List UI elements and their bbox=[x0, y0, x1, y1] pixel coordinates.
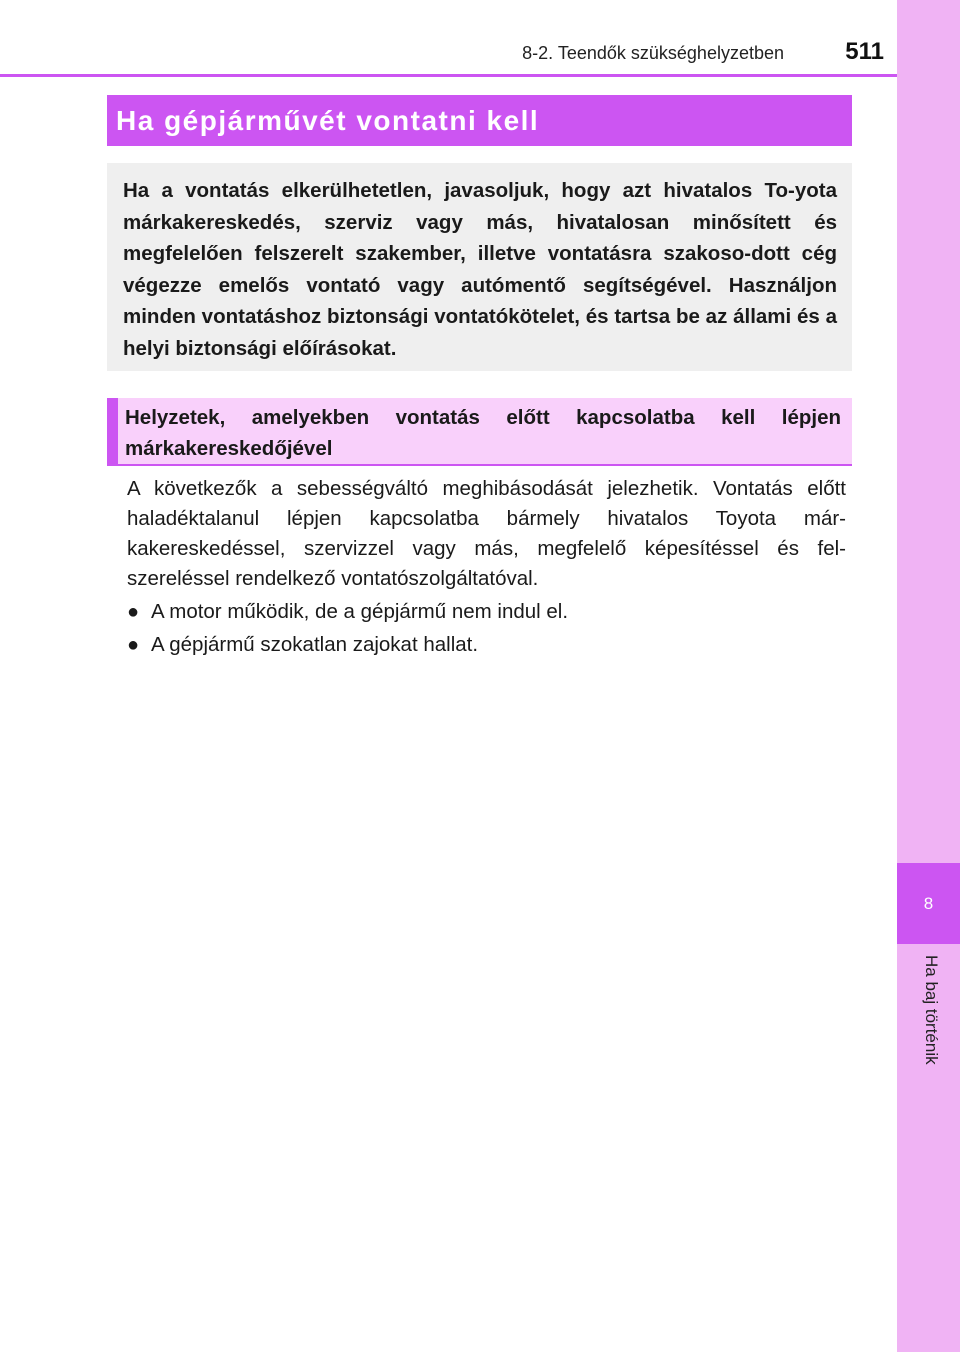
subheading-underline bbox=[107, 464, 852, 466]
page-title-bar bbox=[107, 95, 852, 146]
subheading: Helyzetek, amelyekben vontatás előtt kapcsolatba kell lépjen márkakereskedőjével bbox=[125, 406, 841, 460]
chapter-side-tab bbox=[897, 0, 960, 1352]
bullet-icon: ● bbox=[127, 634, 140, 656]
chapter-title: Ha baj történik bbox=[922, 955, 941, 1065]
intro-text: Ha a vontatás elkerülhetetlen, javasoljuk, hogy azt hivatalos To-yota márkakereskedés, szerviz vagy más, hivatalosan minősített és megfelelően felszerelt szakember, illetve vontatásra szakoso-dott cég végezze emelős vontató vagy autómentő segítségével. Használjon minden vontatáshoz biztonsági vontatókötelet, és tartsa be az állami és a helyi biztonsági előírásokat. bbox=[123, 179, 837, 360]
header-rule bbox=[0, 74, 897, 77]
subheading-accent bbox=[107, 398, 118, 466]
bullet-text: A gépjármű szokatlan zajokat hallat. bbox=[151, 633, 479, 656]
list-item bbox=[127, 630, 846, 660]
section-title: 8-2. Teendők szükséghelyzetben bbox=[522, 43, 784, 63]
chapter-number: 8 bbox=[897, 863, 960, 944]
bullet-text: A motor működik, de a gépjármű nem indul el. bbox=[151, 600, 569, 623]
bullet-icon: ● bbox=[127, 601, 140, 623]
intro-box bbox=[107, 163, 852, 371]
page-title: Ha gépjárművét vontatni kell bbox=[116, 104, 540, 136]
page-number: 511 bbox=[845, 38, 884, 65]
list-item bbox=[127, 597, 846, 627]
subheading-box bbox=[107, 398, 852, 466]
body-paragraph: A következők a sebességváltó meghibásodását jelezhetik. Vontatás előtt haladéktalanul lépjen kapcsolatba bármely hivatalos Toyota már-kakereskedéssel, szervizzel vagy más, megfelelő képesítéssel és fel-szereléssel rendelkező vontatószolgáltatóval. bbox=[127, 477, 846, 590]
